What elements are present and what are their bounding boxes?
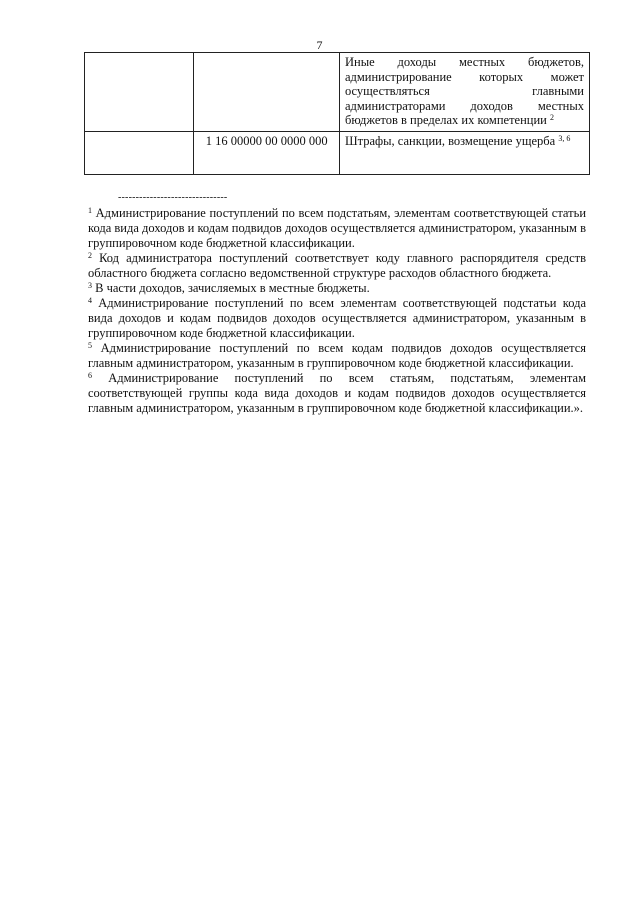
- footnote: [88, 371, 586, 416]
- table-row: [85, 53, 590, 132]
- footnote-text: В части доходов, зачисляемых в местные бюджеты.: [95, 281, 370, 295]
- description-line: администрирование которых может: [344, 69, 584, 84]
- table-cell-code: [194, 53, 340, 132]
- footnote-separator: -------------------------------: [118, 192, 228, 203]
- footnote-number: 2: [88, 251, 92, 260]
- footnote-number: 4: [88, 296, 92, 305]
- footnote-text: Администрирование поступлений по всем элементам соответствующей подстатьи кода вида доходов и кодам подвидов доходов осуществляется администратором, указанным в группировочном коде бюджетной классификации.: [88, 296, 587, 340]
- table-cell-empty: [85, 131, 194, 174]
- table-cell-empty: [85, 53, 194, 132]
- footnote-number: 6: [88, 371, 92, 380]
- footnote: [88, 341, 586, 371]
- description-line: администраторами доходов местных: [344, 98, 584, 113]
- description-text: Штрафы, санкции, возмещение ущерба: [344, 133, 556, 148]
- footnote-number: 5: [88, 341, 92, 350]
- page-number: 7: [316, 38, 323, 52]
- table-cell-description: [339, 131, 589, 174]
- footnote-text: Код администратора поступлений соответствует коду главного распорядителя средств областного бюджета согласно ведомственной структуре расходов областного бюджета.: [88, 251, 587, 280]
- description-line: [345, 113, 584, 128]
- footnote-number: 1: [88, 206, 92, 215]
- footnote-number: 3: [88, 281, 92, 290]
- footnote: [88, 281, 586, 296]
- table-cell-code: 1 16 00000 00 0000 000: [194, 131, 340, 174]
- table-cell-description: [339, 53, 589, 132]
- footnote-ref: 2: [549, 113, 554, 122]
- footnote: [88, 206, 586, 251]
- description-line: осуществляться главными: [344, 84, 584, 98]
- revenue-codes-table: [84, 52, 590, 175]
- footnote-ref: 3, 6: [558, 133, 571, 143]
- footnote: [88, 251, 586, 281]
- footnote-text: Администрирование поступлений по всем статьям, подстатьям, элементам соответствующей группы кода вида доходов и кодам подвидов доходов осуществляется главным администратором, указанным в группировочном коде бюджетной классификации.».: [88, 371, 587, 415]
- table-row: [85, 131, 590, 174]
- description-line: Иные доходы местных бюджетов,: [344, 55, 584, 69]
- footnotes: [88, 206, 586, 416]
- footnote: [88, 296, 586, 341]
- description-text: бюджетов в пределах их компетенции: [344, 113, 547, 127]
- footnote-text: Администрирование поступлений по всем подстатьям, элементам соответствующей статьи кода вида доходов и кодам подвидов доходов осуществляется администратором, указанным в группировочном коде бюджетной классификации.: [88, 206, 587, 250]
- footnote-text: Администрирование поступлений по всем кодам подвидов доходов осуществляется главным администратором, указанным в группировочном коде бюджетной классификации.: [88, 341, 586, 370]
